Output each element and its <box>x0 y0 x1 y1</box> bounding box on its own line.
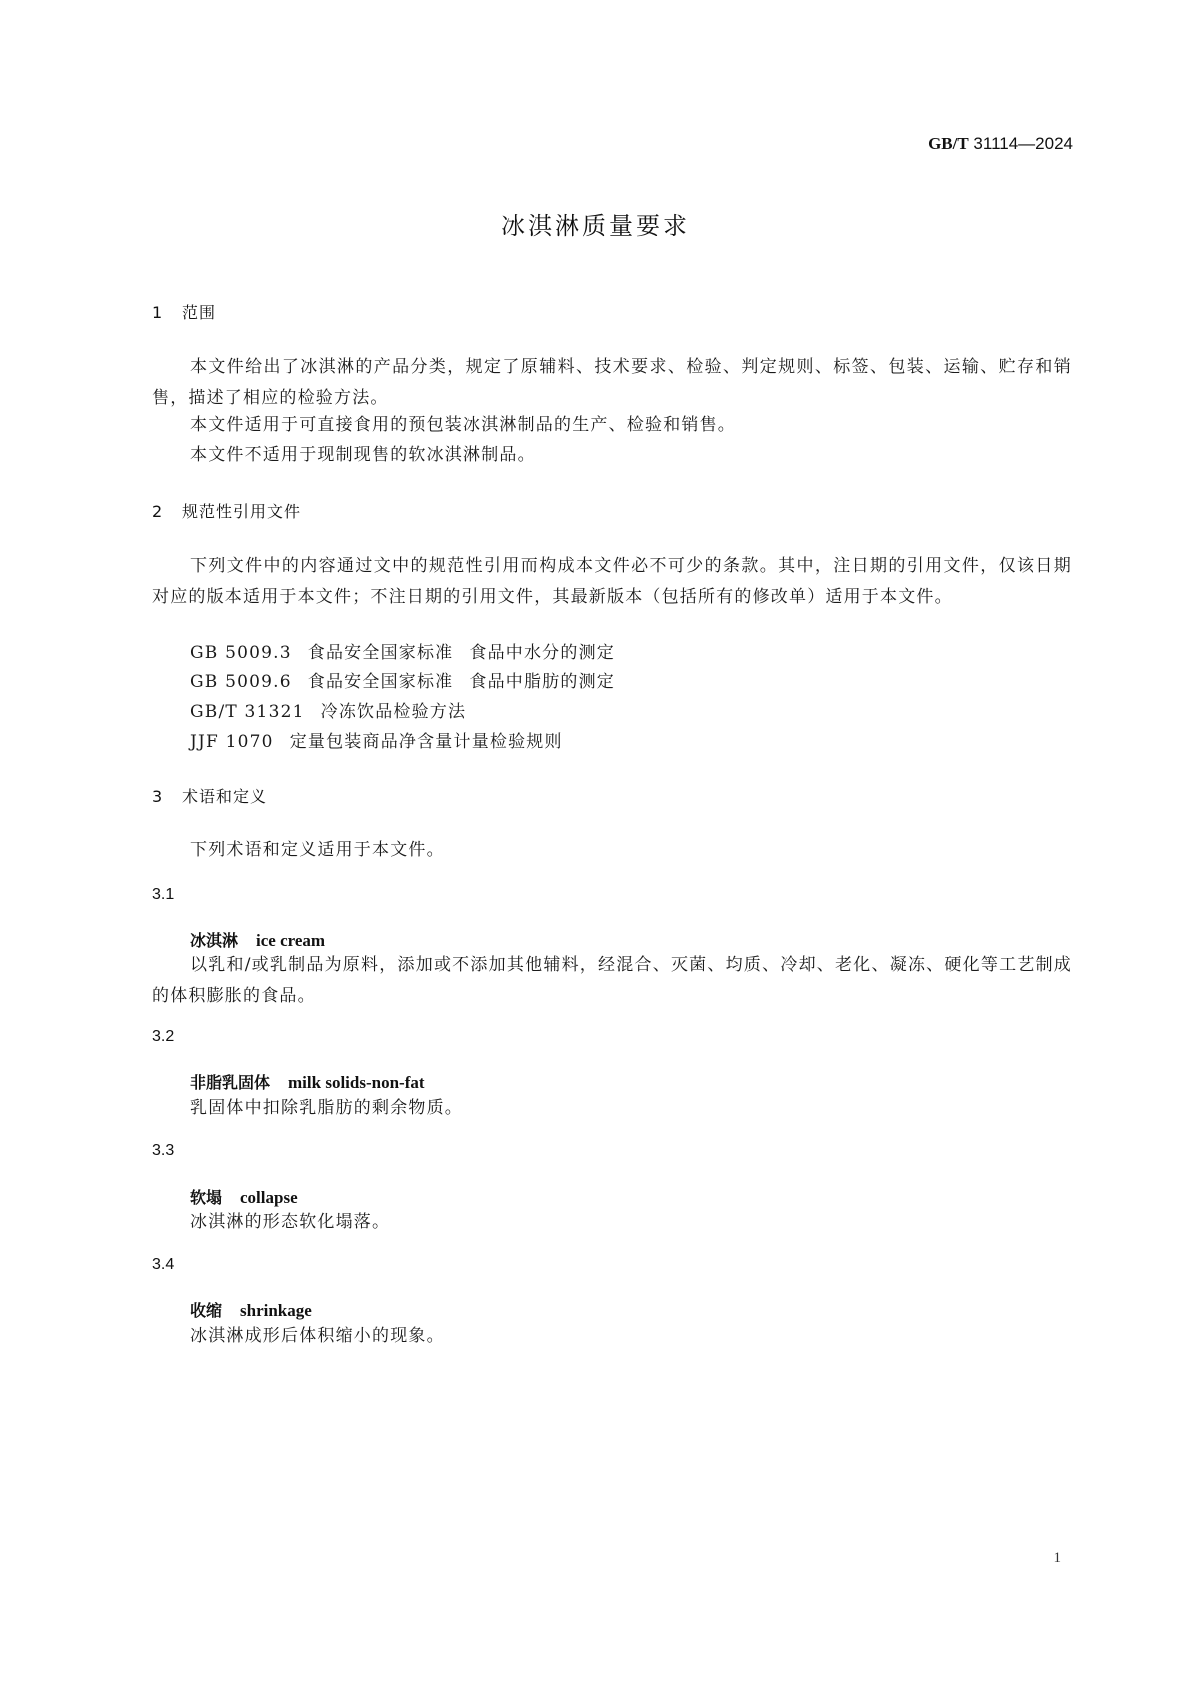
term-zh: 冰淇淋 <box>190 931 239 950</box>
reference-subtitle: 食品中脂肪的测定 <box>469 672 615 692</box>
term-definition: 以乳和/或乳制品为原料，添加或不添加其他辅料，经混合、灭菌、均质、冷却、老化、凝冻、硬化等工艺制成的体积膨胀的食品。 <box>152 955 1072 1006</box>
paragraph: 本文件不适用于现制现售的软冰淇淋制品。 <box>190 445 536 465</box>
section-title: 范围 <box>182 303 217 322</box>
section-number: 3 <box>152 787 164 806</box>
reference-item <box>190 638 615 669</box>
section-heading-scope <box>152 300 216 323</box>
term-title <box>190 1298 312 1321</box>
section-heading-normative-references <box>152 499 301 522</box>
reference-item <box>190 667 615 698</box>
term-number: 3.1 <box>152 886 175 903</box>
term-definition: 冰淇淋的形态软化塌落。 <box>190 1212 391 1232</box>
standard-code <box>928 134 1073 154</box>
paragraph: 本文件适用于可直接食用的预包装冰淇淋制品的生产、检验和销售。 <box>190 415 736 435</box>
reference-title: 食品安全国家标准 <box>307 643 454 663</box>
page-title: 冰淇淋质量要求 <box>501 212 690 240</box>
reference-item <box>190 697 466 728</box>
reference-title: 冷冻饮品检验方法 <box>320 702 467 722</box>
reference-subtitle: 食品中水分的测定 <box>469 643 615 663</box>
reference-title: 定量包装商品净含量计量检验规则 <box>289 732 563 752</box>
reference-code: GB/T 31321 <box>190 702 305 722</box>
section-number: 1 <box>152 303 164 322</box>
reference-item <box>190 727 563 758</box>
reference-code: GB 5009.3 <box>190 643 292 663</box>
reference-title: 食品安全国家标准 <box>307 672 454 692</box>
section-heading-terms <box>152 784 267 807</box>
section-title: 规范性引用文件 <box>182 502 302 521</box>
term-number: 3.2 <box>152 1028 175 1045</box>
term-zh: 收缩 <box>190 1301 223 1320</box>
term-title <box>190 1070 425 1093</box>
term-definition: 冰淇淋成形后体积缩小的现象。 <box>190 1326 445 1346</box>
standard-number: 31114—2024 <box>973 134 1073 153</box>
term-number: 3.4 <box>152 1256 175 1273</box>
term-title <box>190 928 325 951</box>
reference-code: JJF 1070 <box>190 732 274 752</box>
term-en: collapse <box>240 1188 298 1207</box>
term-en: shrinkage <box>240 1301 312 1320</box>
term-definition: 乳固体中扣除乳脂肪的剩余物质。 <box>190 1098 463 1118</box>
term-en: ice cream <box>256 931 326 950</box>
term-zh: 软塌 <box>190 1188 223 1207</box>
section-number: 2 <box>152 502 164 521</box>
term-number: 3.3 <box>152 1142 175 1159</box>
term-en: milk solids-non-fat <box>288 1073 425 1092</box>
reference-code: GB 5009.6 <box>190 672 292 692</box>
paragraph: 下列文件中的内容通过文中的规范性引用而构成本文件必不可少的条款。其中，注日期的引用文件，仅该日期对应的版本适用于本文件；不注日期的引用文件，其最新版本（包括所有的修改单）适用于本文件。 <box>152 556 1072 607</box>
page-number: 1 <box>1053 1550 1061 1566</box>
term-zh: 非脂乳固体 <box>190 1073 271 1092</box>
term-title <box>190 1185 298 1208</box>
section-title: 术语和定义 <box>182 787 268 806</box>
paragraph: 本文件给出了冰淇淋的产品分类，规定了原辅料、技术要求、检验、判定规则、标签、包装、运输、贮存和销售，描述了相应的检验方法。 <box>152 357 1072 408</box>
standard-prefix: GB/T <box>928 134 969 153</box>
paragraph: 下列术语和定义适用于本文件。 <box>190 840 445 860</box>
